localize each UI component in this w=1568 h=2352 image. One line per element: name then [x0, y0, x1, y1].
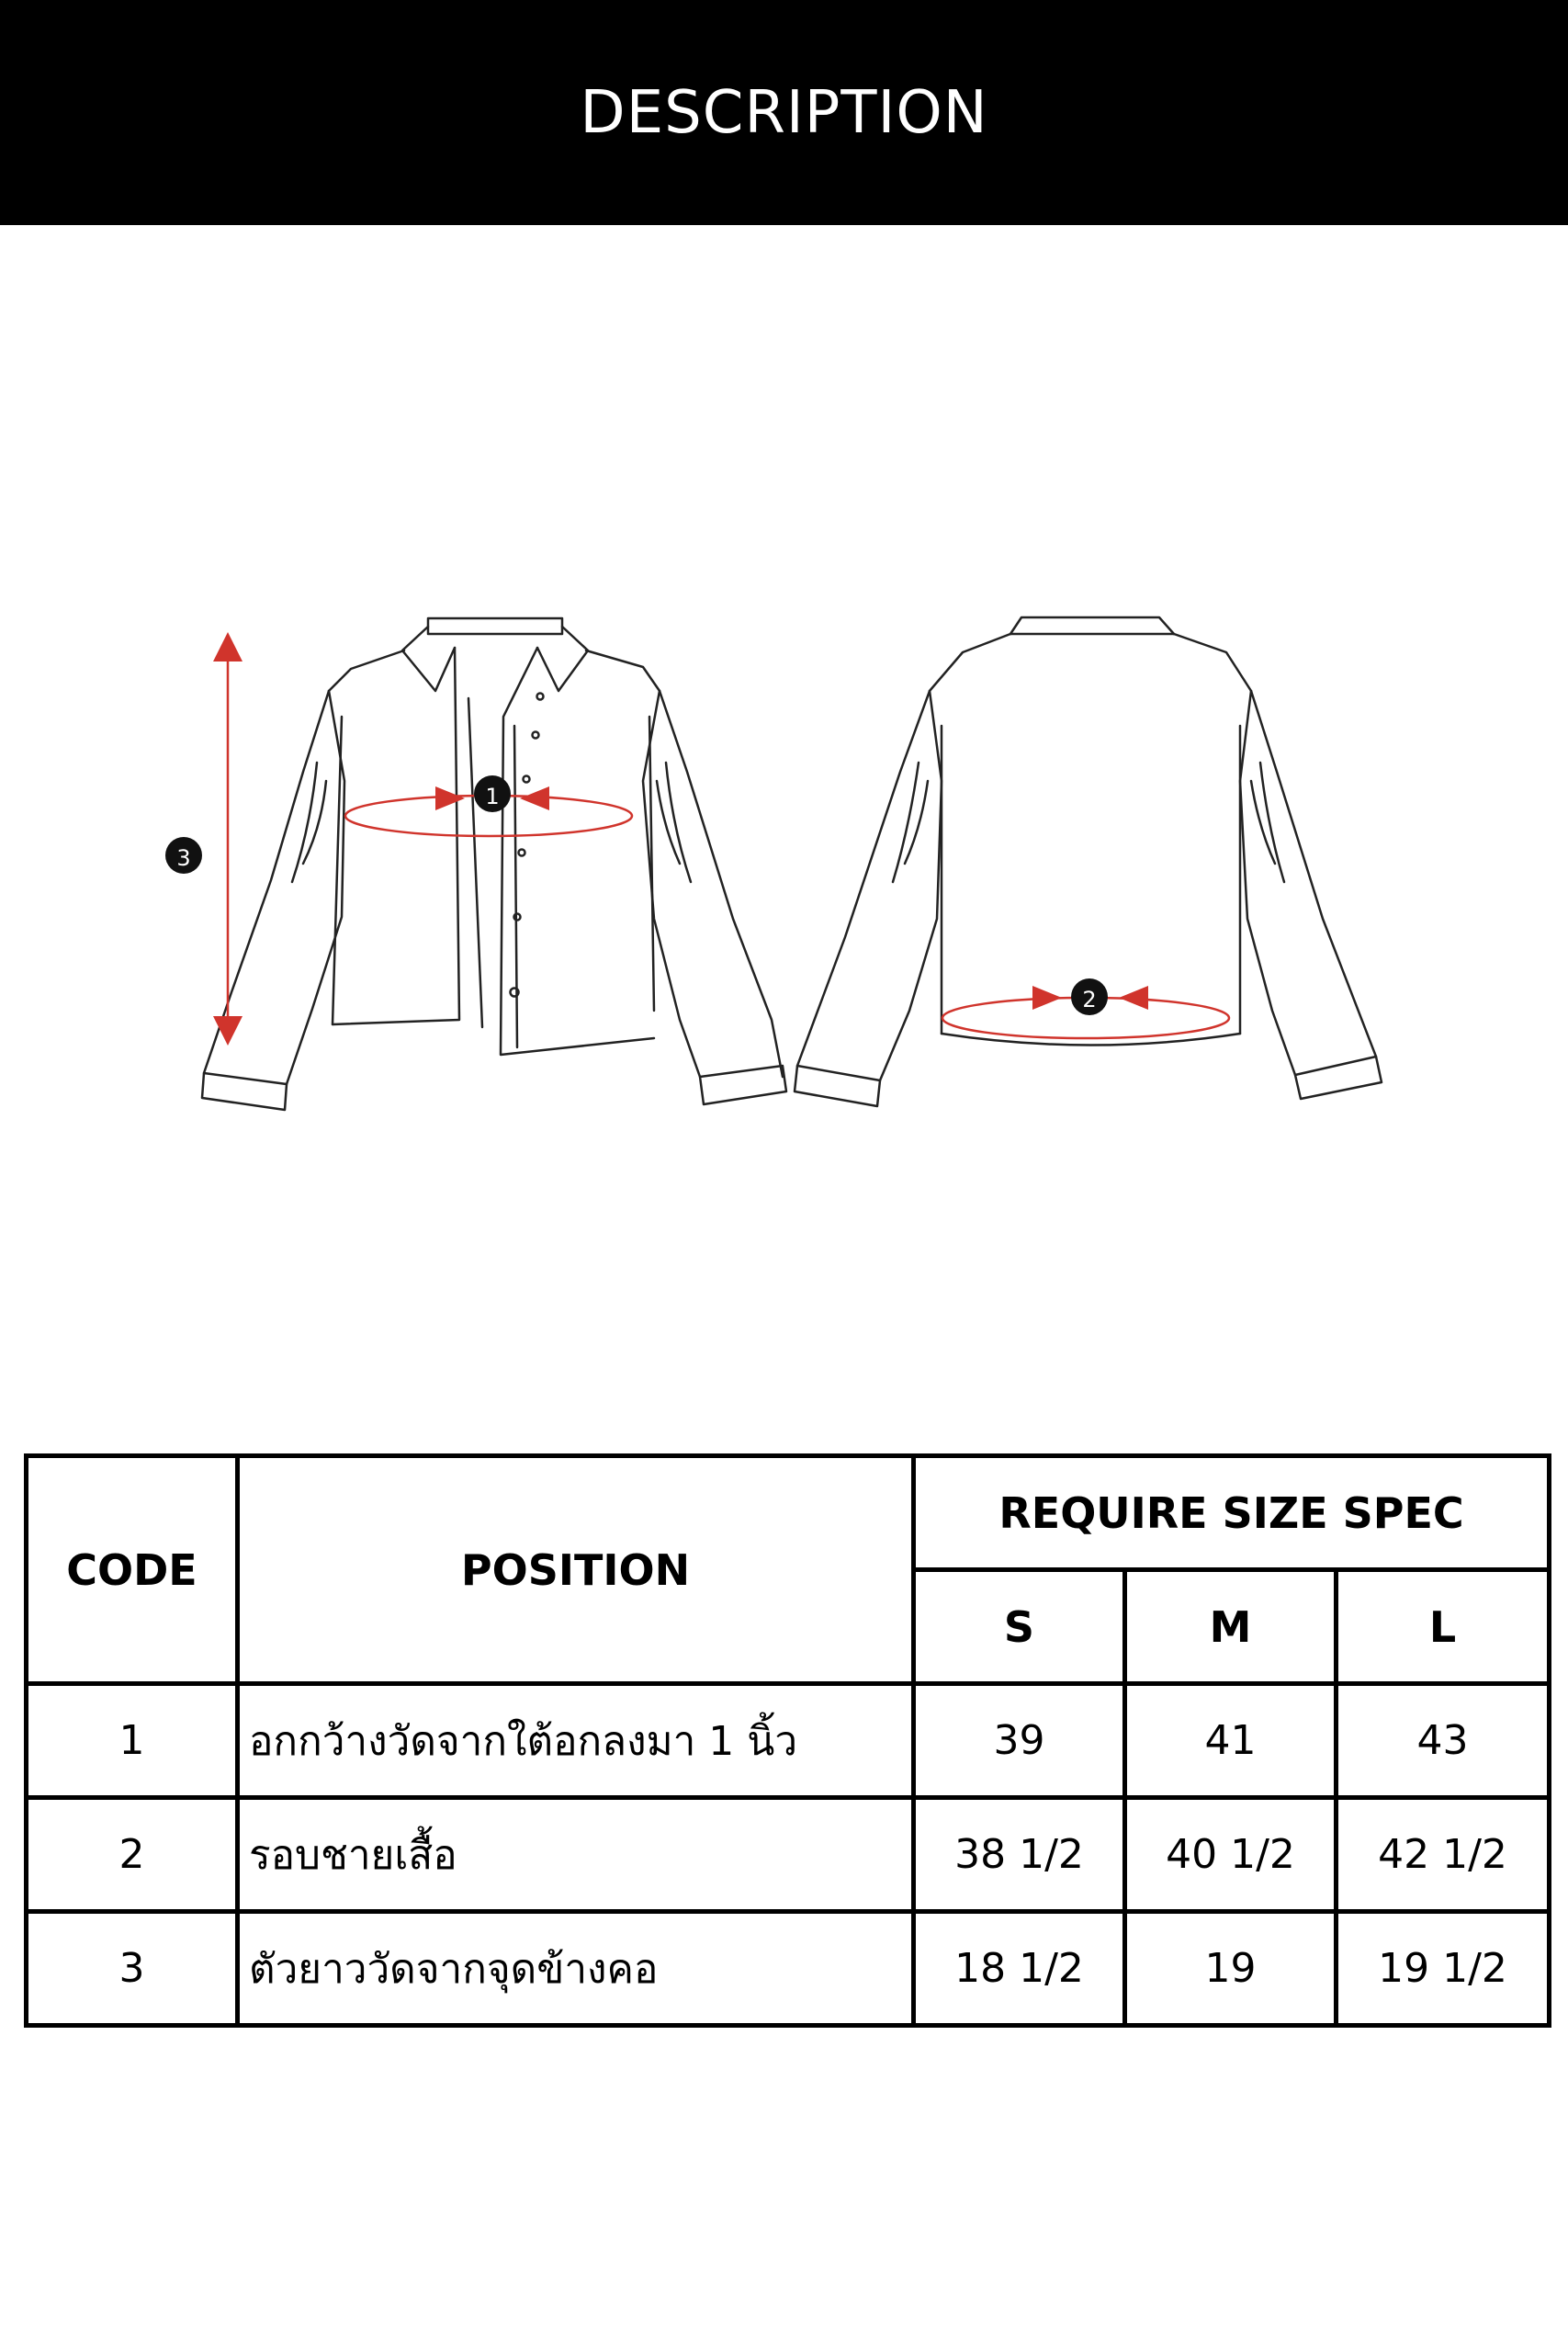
size-l-header: L — [1337, 1570, 1550, 1684]
size-m-header: M — [1125, 1570, 1337, 1684]
row-value-s: 18 1/2 — [914, 1912, 1125, 2026]
row-value-l: 42 1/2 — [1337, 1798, 1550, 1912]
row-value-m: 41 — [1125, 1684, 1337, 1798]
header-bar — [0, 0, 1568, 225]
marker-3-label: 3 — [176, 845, 191, 871]
position-header: POSITION — [238, 1456, 914, 1684]
row-value-l: 43 — [1337, 1684, 1550, 1798]
row-value-l: 19 1/2 — [1337, 1912, 1550, 2026]
row-code: 2 — [27, 1798, 238, 1912]
row-position: อกกว้างวัดจากใต้อกลงมา 1 นิ้ว — [238, 1684, 914, 1798]
shirt-front-illustration — [202, 618, 786, 1110]
row-value-s: 38 1/2 — [914, 1798, 1125, 1912]
row-code: 3 — [27, 1912, 238, 2026]
size-s-header: S — [914, 1570, 1125, 1684]
row-position: รอบชายเสื้อ — [238, 1798, 914, 1912]
marker-1-label: 1 — [485, 784, 500, 809]
row-value-s: 39 — [914, 1684, 1125, 1798]
table-row — [27, 1684, 1550, 1798]
shirt-back-illustration — [795, 617, 1382, 1106]
require-size-spec-header: REQUIRE SIZE SPEC — [914, 1456, 1550, 1570]
row-code: 1 — [27, 1684, 238, 1798]
row-position: ตัวยาววัดจากจุดข้างคอ — [238, 1912, 914, 2026]
table-row — [27, 1912, 1550, 2026]
code-header: CODE — [27, 1456, 238, 1684]
marker-2-label: 2 — [1082, 987, 1097, 1012]
row-value-m: 19 — [1125, 1912, 1337, 2026]
row-value-m: 40 1/2 — [1125, 1798, 1337, 1912]
table-row — [27, 1798, 1550, 1912]
garment-diagram — [0, 225, 1568, 1452]
page-title: DESCRIPTION — [580, 78, 988, 147]
length-measurement — [165, 632, 243, 1046]
size-spec-table — [24, 1453, 1551, 2028]
